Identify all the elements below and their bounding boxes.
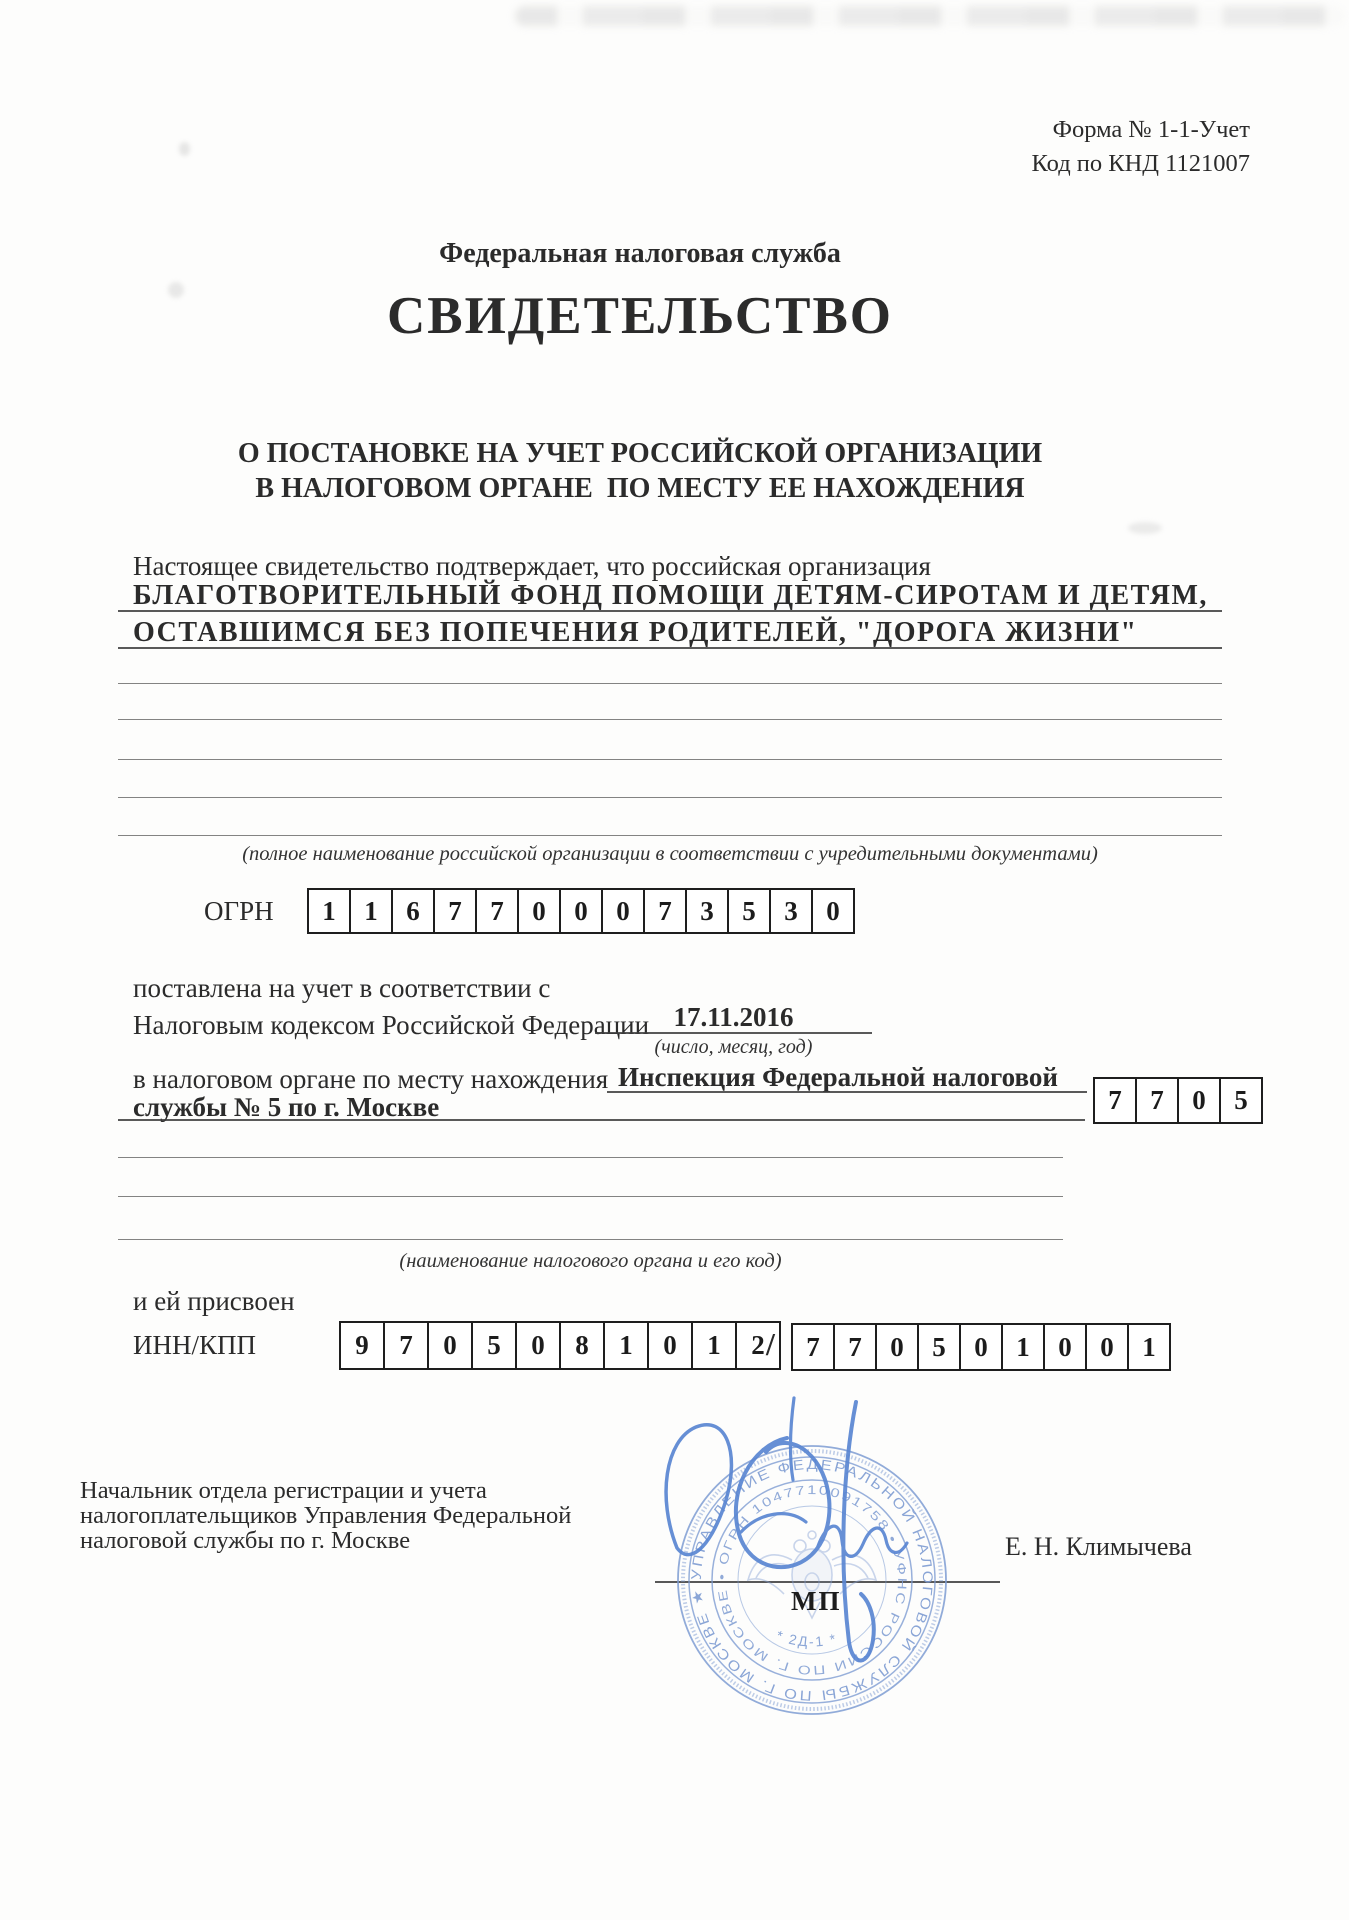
inn-kpp-separator: / <box>766 1326 775 1362</box>
scan-speck <box>179 142 190 156</box>
tax-office-line1: Инспекция Федеральной налоговой <box>618 1062 1058 1092</box>
inn-digit: 0 <box>427 1323 471 1368</box>
kpp-box <box>791 1323 1171 1371</box>
ogrn-digit: 6 <box>391 890 433 932</box>
ogrn-digit: 5 <box>727 890 769 932</box>
inn-box <box>339 1321 781 1370</box>
signer-title-line2: налогоплательщиков Управления Федеральной <box>80 1502 572 1529</box>
kpp-digit: 1 <box>1127 1325 1169 1369</box>
scan-noise-band <box>515 6 1345 26</box>
agency-name: Федеральная налоговая служба <box>439 238 841 269</box>
org-name-line2: ОСТАВШИМСЯ БЕЗ ПОПЕЧЕНИЯ РОДИТЕЛЕЙ, "ДОРОГА ЖИЗНИ" <box>133 617 1138 648</box>
knd-code-label: Код по КНД 1121007 <box>1031 150 1250 177</box>
underline <box>607 1091 1087 1093</box>
office-intro: в налоговом органе по месту нахождения <box>133 1064 609 1094</box>
blank-line <box>118 719 1222 720</box>
kpp-digit: 0 <box>1085 1325 1127 1369</box>
ogrn-digit: 7 <box>433 890 475 932</box>
kpp-digit: 0 <box>959 1325 1001 1369</box>
ogrn-digit: 0 <box>811 890 853 932</box>
ogrn-digit: 3 <box>769 890 811 932</box>
blank-line <box>118 835 1222 836</box>
subtitle-line2: В НАЛОГОВОМ ОРГАНЕ ПО МЕСТУ ЕЕ НАХОЖДЕНИЯ <box>255 473 1025 504</box>
stamp-inner-ring-text: • ОГРН 1047710091758 • УФНС РОССИИ ПО Г. МОСКВЕ <box>714 1482 910 1678</box>
underline <box>118 647 1222 649</box>
inn-digit: 9 <box>355 1330 369 1360</box>
ogrn-digit: 3 <box>685 890 727 932</box>
blank-line <box>118 1157 1063 1158</box>
kpp-digit: 7 <box>806 1331 820 1362</box>
tax-code-digit: 0 <box>1177 1079 1219 1122</box>
innkpp-label: ИНН/КПП <box>133 1330 257 1360</box>
tax-office-caption: (наименование налогового органа и его код) <box>399 1250 782 1272</box>
ogrn-digit: 0 <box>601 890 643 932</box>
kpp-digit: 0 <box>875 1325 917 1369</box>
ogrn-digit: 0 <box>559 890 601 932</box>
signer-name: Е. Н. Климычева <box>1005 1532 1192 1561</box>
tax-office-line2: службы № 5 по г. Москве <box>133 1092 440 1122</box>
underline <box>118 610 1222 612</box>
inn-digit: 2 <box>735 1323 779 1368</box>
kpp-digit: 0 <box>1043 1325 1085 1369</box>
org-name-line1: БЛАГОТВОРИТЕЛЬНЫЙ ФОНД ПОМОЩИ ДЕТЯМ-СИРОТАМ И ДЕТЯМ, <box>133 580 1208 611</box>
org-name-caption: (полное наименование российской организации в соответствии с учредительными документами) <box>242 843 1098 865</box>
assigned-label: и ей присвоен <box>133 1286 295 1316</box>
inn-digit: 1 <box>603 1323 647 1368</box>
inn-digit: 8 <box>559 1323 603 1368</box>
page-title: СВИДЕТЕЛЬСТВО <box>386 287 894 345</box>
blank-line <box>118 683 1222 684</box>
scan-speck <box>1128 522 1162 534</box>
blank-line <box>118 797 1222 798</box>
stamp-ring-text: УПРАВЛЕНИЕ ФЕДЕРАЛЬНОЙ НАЛОГОВОЙ СЛУЖБЫ ПО Г. МОСКВЕ ★ <box>687 1455 937 1705</box>
intro-text: Настоящее свидетельство подтверждает, что российская организация <box>133 551 931 581</box>
ogrn-digit: 1 <box>322 895 336 926</box>
blank-line <box>118 1196 1063 1197</box>
tax-office-code-box <box>1093 1077 1263 1124</box>
date-underline <box>595 1032 872 1034</box>
blank-line <box>118 1239 1063 1240</box>
subtitle-line1: О ПОСТАНОВКЕ НА УЧЕТ РОССИЙСКОЙ ОРГАНИЗАЦИИ <box>237 438 1043 469</box>
blank-line <box>118 759 1222 760</box>
inn-digit: 0 <box>647 1323 691 1368</box>
tax-code-digit: 5 <box>1219 1079 1261 1122</box>
tax-code-digit: 7 <box>1108 1085 1122 1115</box>
inn-digit: 1 <box>691 1323 735 1368</box>
official-stamp <box>597 1385 1027 1725</box>
stamp-code-text: * 2Д-1 * <box>774 1627 840 1650</box>
form-number-label: Форма № 1-1-Учет <box>1052 116 1250 143</box>
inn-digit: 7 <box>383 1323 427 1368</box>
signer-title-line3: налоговой службы по г. Москве <box>80 1527 411 1554</box>
registered-line1: поставлена на учет в соответствии с <box>133 973 551 1003</box>
date-caption: (число, месяц, год) <box>654 1036 813 1058</box>
ogrn-box <box>307 888 855 934</box>
ogrn-digit: 7 <box>643 890 685 932</box>
ogrn-digit: 7 <box>475 890 517 932</box>
ogrn-label: ОГРН <box>204 896 274 926</box>
underline <box>118 1119 1085 1121</box>
registration-date: 17.11.2016 <box>673 1002 794 1032</box>
kpp-digit: 5 <box>917 1325 959 1369</box>
registered-line2: Налоговым кодексом Российской Федерации <box>133 1010 650 1040</box>
tax-code-digit: 7 <box>1135 1079 1177 1122</box>
ogrn-digit: 1 <box>349 890 391 932</box>
kpp-digit: 1 <box>1001 1325 1043 1369</box>
inn-digit: 5 <box>471 1323 515 1368</box>
svg-text:* 2Д-1 * <box>774 1627 839 1650</box>
mp-seal-label: МП <box>791 1586 842 1616</box>
kpp-digit: 7 <box>833 1325 875 1369</box>
ogrn-digit: 0 <box>517 890 559 932</box>
inn-digit: 0 <box>515 1323 559 1368</box>
signer-title-line1: Начальник отдела регистрации и учета <box>80 1477 487 1504</box>
